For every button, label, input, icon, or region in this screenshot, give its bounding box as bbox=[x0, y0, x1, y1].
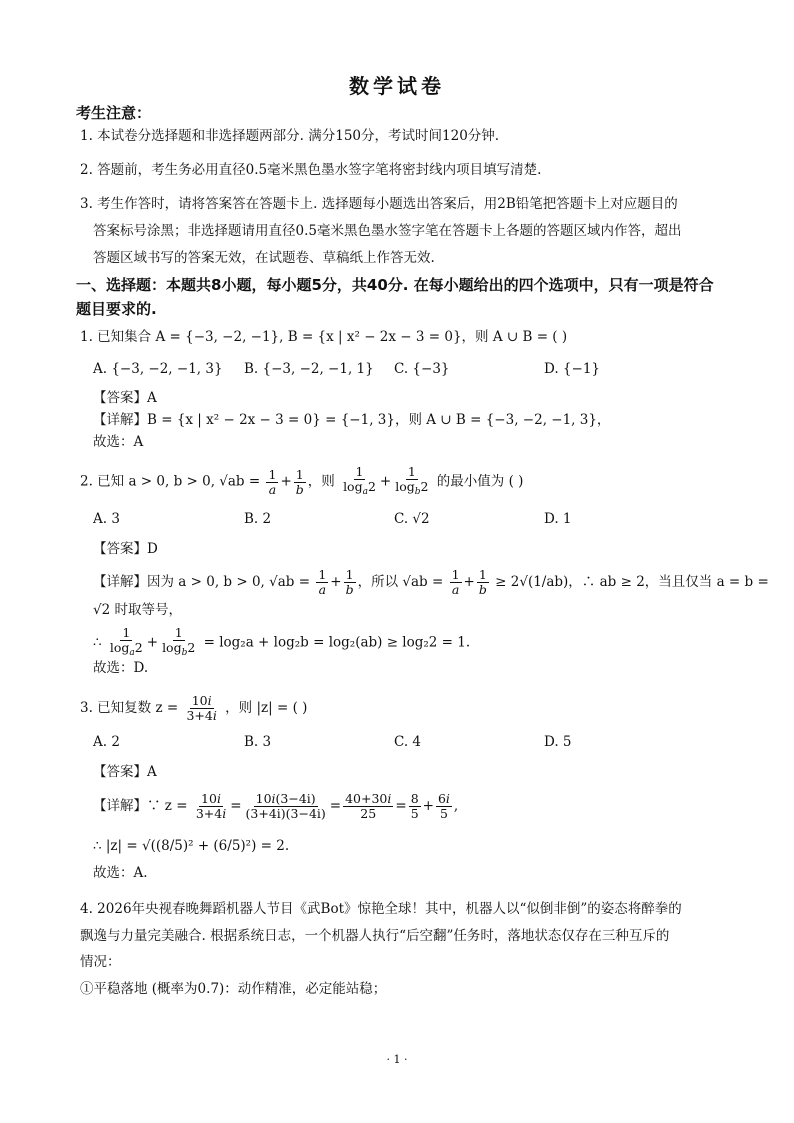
fraction: $\frac{1}{\log_a2}$ bbox=[109, 625, 143, 658]
q2-detail-line2: √2 时取等号， bbox=[93, 602, 182, 618]
fraction: $\frac{1}{b}$ bbox=[478, 567, 487, 597]
q3-stem bbox=[80, 694, 307, 723]
q2-answer: 【答案】D bbox=[93, 541, 158, 557]
notice-item-3-cont-2: 答题区域书写的答案无效，在试题卷、草稿纸上作答无效. bbox=[93, 250, 435, 266]
fraction: $\frac{1}{\log_a2}$ bbox=[343, 464, 376, 497]
q4-line-4: ①平稳落地 (概率为0.7)：动作精准，必定能站稳； bbox=[80, 981, 387, 997]
q3-option-a: A. 2 bbox=[93, 734, 120, 750]
q1-option-d: D. {−1} bbox=[544, 361, 601, 377]
notice-item-3: 3. 考生作答时，请将答案答在答题卡上. 选择题每小题选出答案后，用2B铅笔把答题卡上对应题目的 bbox=[80, 196, 678, 212]
page-number: · 1 · bbox=[386, 1053, 408, 1066]
fraction: $\frac{10i(3-4i)}{(3+4i)(3-4i)}$ bbox=[245, 791, 326, 821]
q2-detail-prefix: 【详解】因为 a > 0, b > 0, √ab = bbox=[93, 574, 311, 590]
q3-detail-prefix: 【详解】∵ z = bbox=[93, 798, 188, 814]
q4-line-3: 情况： bbox=[80, 954, 121, 970]
q2-stem-suffix: 的最小值为 ( ) bbox=[436, 473, 524, 490]
section-heading: 一、选择题：本题共8小题，每小题5分，共40分. 在每小题给出的四个选项中，只有一项是符合 bbox=[76, 276, 714, 294]
notice-item-3-cont-1: 答案标号涂黑；非选择题请用直径0.5毫米黑色墨水签字笔在答题卡上各题的答题区域内作答，超出 bbox=[93, 223, 682, 239]
q3-stem-suffix: ，则 |z| = ( ) bbox=[225, 700, 308, 716]
q2-option-d: D. 1 bbox=[544, 511, 572, 527]
fraction: $\frac{8}{5}$ bbox=[410, 791, 419, 821]
q4-line-1: 4. 2026年央视春晚舞蹈机器人节目《武Bot》惊艳全球！其中，机器人以“似倒非倒”的姿态将醉拳的 bbox=[80, 901, 682, 917]
fraction: $\frac{6i}{5}$ bbox=[437, 791, 450, 821]
q3-option-d: D. 5 bbox=[544, 734, 572, 750]
page-title: 数学试卷 bbox=[349, 74, 445, 98]
notice-item-1: 1. 本试卷分选择题和非选择题两部分. 满分150分，考试时间120分钟. bbox=[80, 128, 500, 144]
q2-detail: 【详解】因为 a > 0, b > 0, √ab = $\frac{1}{a}$ + $\frac{1}{b}$ ，所以 √ab = $\frac{1}{a}$ + $\frac{1}{b}$ ≥ 2√(1/ab)，∴ ab ≥ 2，当且仅当 a = b = bbox=[93, 567, 769, 597]
q2-detail-mid: ，所以 √ab = bbox=[357, 574, 444, 590]
fraction: $\frac{1}{b}$ bbox=[295, 466, 304, 497]
q1-option-b: B. {−3, −2, −1, 1} bbox=[244, 361, 374, 377]
fraction: $\frac{1}{a}$ bbox=[268, 466, 277, 497]
section-heading-cont: 题目要求的. bbox=[76, 300, 157, 318]
q2-option-a: A. 3 bbox=[93, 511, 120, 527]
fraction: $\frac{1}{a}$ bbox=[318, 567, 327, 597]
q3-stem-prefix: 3. 已知复数 z = bbox=[80, 700, 179, 716]
therefore-symbol: ∴ bbox=[93, 634, 102, 651]
fraction: $\frac{10i}{3+4i}$ bbox=[186, 693, 217, 723]
q2-conclusion: 故选：D. bbox=[93, 660, 149, 676]
q2-stem-mid: ，则 bbox=[307, 473, 335, 490]
notice-item-2: 2. 答题前，考生务必用直径0.5毫米黑色墨水签字笔将密封线内项目填写清楚. bbox=[80, 162, 542, 178]
q1-answer: 【答案】A bbox=[93, 390, 157, 406]
fraction: $\frac{1}{a}$ bbox=[451, 567, 460, 597]
q1-option-c: C. {−3} bbox=[394, 361, 450, 377]
q2-detail-suffix: ≥ 2√(1/ab)，∴ ab ≥ 2，当且仅当 a = b = bbox=[495, 574, 769, 590]
q2-detail-line3-text: = log₂a + log₂b = log₂(ab) ≥ log₂2 = 1. bbox=[203, 634, 471, 651]
q1-detail: 【详解】B = {x | x² − 2x − 3 = 0} = {−1, 3}，则 A ∪ B = {−3, −2, −1, 3}， bbox=[93, 412, 611, 428]
q4-line-2: 飘逸与力量完美融合. 根据系统日志，一个机器人执行“后空翻”任务时，落地状态仅存在三种互斥的 bbox=[80, 928, 670, 944]
fraction: $\frac{1}{b}$ bbox=[345, 567, 354, 597]
fraction: $\frac{40+30i}{25}$ bbox=[345, 791, 392, 821]
q2-option-c: C. √2 bbox=[394, 511, 430, 527]
q2-stem-prefix: 2. 已知 a > 0, b > 0, √ab = bbox=[80, 473, 261, 490]
q2-option-b: B. 2 bbox=[244, 511, 272, 527]
q3-option-b: B. 3 bbox=[244, 734, 272, 750]
fraction: $\frac{1}{\log_b2}$ bbox=[162, 625, 196, 658]
q2-detail-line3: ∴ $\frac{1}{\log_a2}$ + $\frac{1}{\log_b2}$ = log₂a + log₂b = log₂(ab) ≥ log₂2 = 1. bbox=[93, 625, 471, 658]
q3-conclusion: 故选：A. bbox=[93, 865, 148, 881]
q3-answer: 【答案】A bbox=[93, 764, 157, 780]
fraction: $\frac{10i}{3+4i}$ bbox=[195, 791, 227, 821]
q2-stem: 2. 已知 a > 0, b > 0, √ab = $\frac{1}{a}$ + $\frac{1}{b}$ ，则 $\frac{1}{\log_a2}$ + $\frac{1}{\log_b2}$ 的最小值为 ( ) bbox=[80, 464, 524, 497]
q3-option-c: C. 4 bbox=[394, 734, 422, 750]
q3-detail-line2: ∴ |z| = √((8/5)² + (6/5)²) = 2. bbox=[93, 838, 290, 854]
notice-heading: 考生注意： bbox=[76, 104, 152, 122]
q1-option-a: A. {−3, −2, −1, 3} bbox=[93, 361, 223, 377]
q1-conclusion: 故选：A bbox=[93, 434, 144, 450]
fraction: $\frac{1}{\log_b2}$ bbox=[395, 464, 429, 497]
q3-detail: 【详解】∵ z = $\frac{10i}{3+4i}$ = $\frac{10i(3-4i)}{(3+4i)(3-4i)}$ = $\frac{40+30i}{25}$ = $\frac{8}{5}$ + $\frac{6i}{5}$ , bbox=[93, 791, 459, 821]
q1-stem: 1. 已知集合 A = {−3, −2, −1}, B = {x | x² − 2x − 3 = 0}，则 A ∪ B = ( ) bbox=[80, 329, 568, 345]
